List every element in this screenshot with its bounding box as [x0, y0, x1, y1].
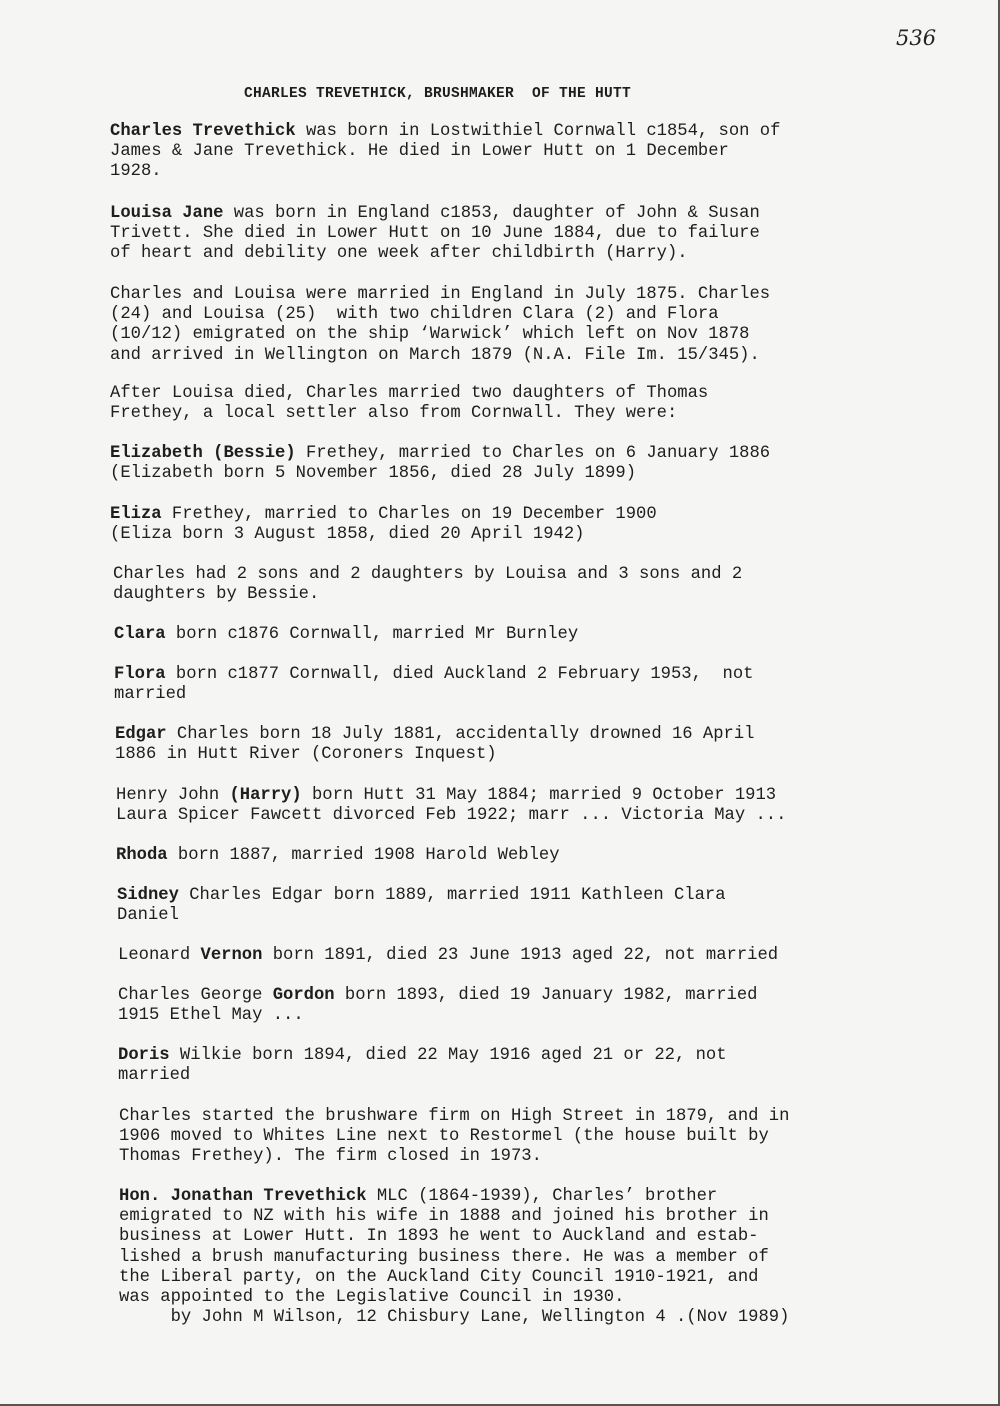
paragraph-marriage: Charles and Louisa were married in England in July 1875. Charles (24) and Louisa (25) with two children Clara (2) and Flora (10/12) emigrated on the ship ‘Warwick’ which left on Nov 1878 and arrived in Wellington on March 1879 (N.A. File Im. 15/345).	[110, 285, 771, 365]
paragraph-after: After Louisa died, Charles married two daughters of Thomas Frethey, a local settler also from Cornwall. They were:	[110, 384, 709, 424]
name-gordon: Gordon	[272, 986, 335, 1005]
name-doris: Doris	[118, 1046, 170, 1065]
name-clara: Clara	[114, 625, 166, 644]
name-louisa: Louisa Jane	[110, 204, 224, 223]
paragraph-firm: Charles started the brushware firm on High Street in 1879, and in 1906 moved to Whites Line next to Restormel (the house built by Thomas Frethey). The firm closed in 1973.	[119, 1107, 790, 1167]
entry-vernon: Leonard Vernon born 1891, died 23 June 1913 aged 22, not married	[118, 946, 779, 965]
paragraph-charles: Charles Trevethick was born in Lostwithiel Cornwall c1854, son of James & Jane Trevethick. He died in Lower Hutt on 1 December 1928.	[110, 122, 781, 182]
paragraph-jonathan: Hon. Jonathan Trevethick MLC (1864-1939), Charles’ brother emigrated to NZ with his wife in 1888 and joined his brother in business at Lower Hutt. In 1893 he went to Auckland and estab- lished a brush manufacturing business there. He was a member of the Liberal party, on the Auckland City Council 1910-1921, and was appointed to the Legislative Council in 1930. by John M Wilson, 12 Chisbury Lane, Wellington 4 .(Nov 1989)	[119, 1187, 790, 1328]
page-number: 536	[896, 26, 937, 50]
name-rhoda: Rhoda	[116, 846, 168, 865]
name-charles: Charles Trevethick	[110, 122, 296, 141]
entry-flora: Flora born c1877 Cornwall, died Auckland 2 February 1953, not married	[114, 665, 754, 705]
author-credit: by John M Wilson, 12 Chisbury Lane, Wellington 4 .(Nov 1989)	[119, 1308, 790, 1328]
name-elizabeth: Elizabeth (Bessie)	[110, 444, 296, 463]
entry-rhoda: Rhoda born 1887, married 1908 Harold Webley	[116, 846, 560, 865]
entry-edgar: Edgar Charles born 18 July 1881, accidentally drowned 16 April 1886 in Hutt River (Coroners Inquest)	[115, 725, 755, 765]
entry-gordon: Charles George Gordon born 1893, died 19 January 1982, married 1915 Ethel May ...	[118, 986, 758, 1026]
entry-clara: Clara born c1876 Cornwall, married Mr Burnley	[114, 625, 579, 644]
entry-harry: Henry John (Harry) born Hutt 31 May 1884; married 9 October 1913 Laura Spicer Fawcett divorced Feb 1922; marr ... Victoria May ...	[116, 786, 787, 826]
paragraph-elizabeth: Elizabeth (Bessie) Frethey, married to Charles on 6 January 1886 (Elizabeth born 5 November 1856, died 28 July 1899)	[110, 444, 771, 484]
name-jonathan: Hon. Jonathan Trevethick	[119, 1187, 367, 1206]
name-vernon: Vernon	[200, 946, 263, 965]
name-harry: (Harry)	[229, 786, 302, 805]
name-eliza: Eliza	[110, 505, 162, 524]
entry-sidney: Sidney Charles Edgar born 1889, married 1911 Kathleen Clara Daniel	[117, 886, 726, 926]
document-title: CHARLES TREVETHICK, BRUSHMAKER OF THE HUTT	[244, 86, 632, 102]
entry-doris: Doris Wilkie born 1894, died 22 May 1916 aged 21 or 22, not married	[118, 1046, 727, 1086]
name-flora: Flora	[114, 665, 166, 684]
paragraph-louisa: Louisa Jane was born in England c1853, daughter of John & Susan Trivett. She died in Lower Hutt on 10 June 1884, due to failure of heart and debility one week after childbirth (Harry).	[110, 204, 760, 264]
paragraph-children-summary: Charles had 2 sons and 2 daughters by Louisa and 3 sons and 2 daughters by Bessie.	[113, 565, 743, 605]
paragraph-eliza: Eliza Frethey, married to Charles on 19 December 1900 (Eliza born 3 August 1858, died 20 April 1942)	[110, 505, 657, 545]
name-sidney: Sidney	[117, 886, 179, 905]
name-edgar: Edgar	[115, 725, 167, 744]
